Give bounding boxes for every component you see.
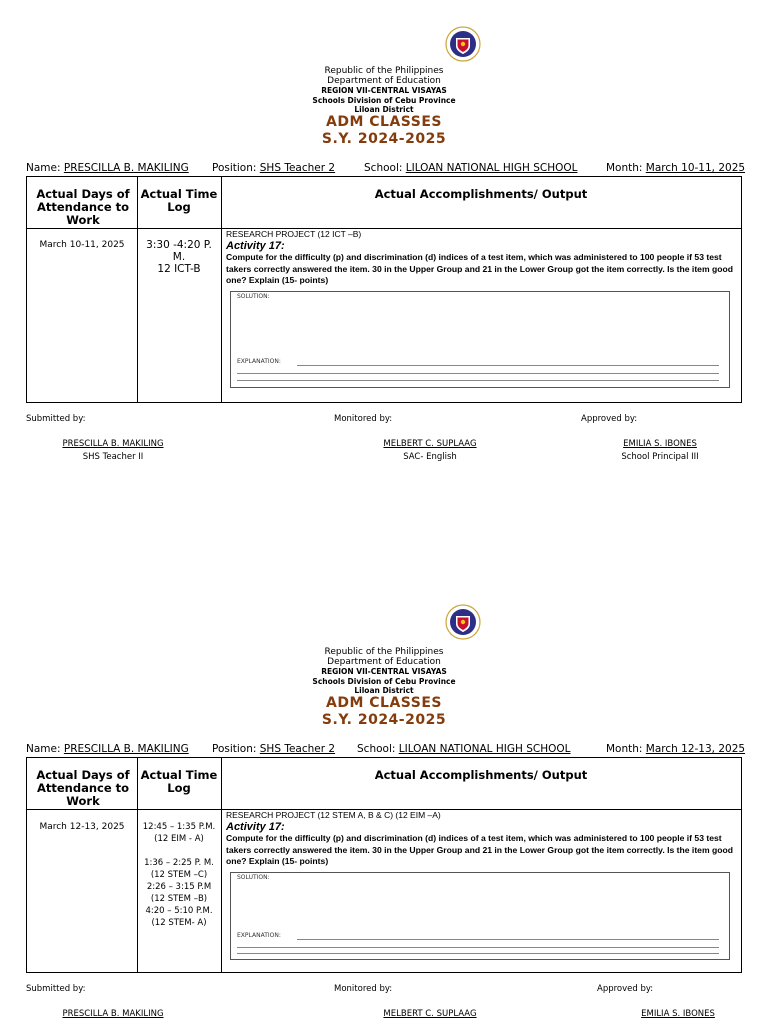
school-value: LILOAN NATIONAL HIGH SCHOOL [398, 743, 571, 755]
region-line: REGION VII-CENTRAL VISAYAS [321, 86, 447, 95]
school-label: School: [357, 743, 396, 755]
submitted-name: PRESCILLA B. MAKILING [62, 1009, 164, 1019]
col-accomplishment-header: Actual Accomplishments/ Output [374, 187, 588, 201]
explanation-label: EXPLANATION: [237, 358, 281, 365]
submitted-signatory [40, 1008, 186, 1021]
accomplishment-table [26, 176, 742, 403]
monitored-name: MELBERT C. SUPLAAG [383, 439, 477, 449]
deped-seal-icon [441, 604, 485, 640]
submitted-title: SHS Teacher II [82, 452, 144, 462]
division-line: Schools Division of Cebu Province [312, 677, 456, 686]
time-log-line: 2:26 – 3:15 P.M [146, 882, 212, 892]
department-line: Department of Education [327, 76, 441, 86]
approved-signatory [616, 1008, 740, 1021]
position-label: Position: [212, 743, 257, 755]
activity-question: Compute for the difficulty (p) and discrimination (d) indices of a test item, which was administered to 100 people if 53 test takers correctly answered the item. 30 in the Upper Group and 21 in the Lower Group got the item correctly. Is the item good one? Explain (15- points) [226, 252, 733, 285]
school-year: S.Y. 2024-2025 [321, 131, 447, 147]
position-value: SHS Teacher 2 [259, 162, 336, 174]
month-label: Month: [606, 743, 643, 755]
monitored-by-label: Monitored by: [334, 984, 393, 994]
col-days-header: Actual Days of Attendance to Work [36, 187, 130, 227]
col-time-header: Actual Time Log [140, 187, 218, 214]
time-log-line: 12:45 – 1:35 P.M. [142, 822, 216, 832]
col-days-header: Actual Days of Attendance to Work [36, 768, 130, 808]
month-value: March 12-13, 2025 [645, 743, 746, 755]
letterhead [0, 647, 768, 729]
project-title: RESEARCH PROJECT (12 ICT –B) [226, 229, 362, 239]
time-log-line: (12 STEM –C) [150, 870, 208, 880]
approved-by-label: Approved by: [597, 984, 654, 994]
district-line: Liloan District [354, 105, 414, 114]
time-log-line: (12 EIM - A) [154, 834, 204, 844]
approved-name: EMILIA S. IBONES [623, 439, 697, 449]
republic-line: Republic of the Philippines [324, 647, 444, 657]
time-log-line [139, 845, 219, 857]
attendance-date: March 12-13, 2025 [39, 822, 125, 832]
submitted-signatory [40, 438, 186, 464]
region-line: REGION VII-CENTRAL VISAYAS [321, 667, 447, 676]
page-title: ADM CLASSES [326, 114, 442, 130]
approved-signatory [598, 438, 722, 464]
time-log-line: (12 STEM- A) [151, 918, 207, 928]
month-value: March 10-11, 2025 [645, 162, 746, 174]
approved-name: EMILIA S. IBONES [641, 1009, 715, 1019]
activity-question: Compute for the difficulty (p) and discrimination (d) indices of a test item, which was administered to 100 people if 53 test takers correctly answered the item. 30 in the Upper Group and 21 in the Lower Group got the item correctly. Is the item good one? Explain (15- points) [226, 833, 733, 866]
submitted-by-label: Submitted by: [26, 414, 86, 424]
time-log-line: 3:30 -4:20 P. [146, 239, 212, 251]
time-log [139, 239, 219, 275]
time-log-line: 4:20 – 5:10 P.M. [145, 906, 213, 916]
accomplishment-table [26, 757, 742, 973]
solution-label: SOLUTION: [237, 874, 270, 881]
project-title: RESEARCH PROJECT (12 STEM A, B & C) (12 EIM –A) [226, 810, 441, 820]
explanation-label: EXPLANATION: [237, 932, 281, 939]
school-year: S.Y. 2024-2025 [321, 712, 447, 728]
attendance-date: March 10-11, 2025 [39, 240, 125, 250]
position-label: Position: [212, 162, 257, 174]
submitted-by-label: Submitted by: [26, 984, 86, 994]
school-label: School: [364, 162, 403, 174]
monitored-title: SAC- English [403, 452, 457, 462]
time-log-line: 1:36 – 2:25 P. M. [144, 858, 214, 868]
time-log [139, 821, 219, 929]
name-value: PRESCILLA B. MAKILING [63, 743, 189, 755]
col-accomplishment-header: Actual Accomplishments/ Output [374, 768, 588, 782]
monitored-by-label: Monitored by: [334, 414, 393, 424]
time-log-line: M. [172, 251, 186, 263]
district-line: Liloan District [354, 686, 414, 695]
solution-label: SOLUTION: [237, 293, 270, 300]
republic-line: Republic of the Philippines [324, 66, 444, 76]
submitted-name: PRESCILLA B. MAKILING [62, 439, 164, 449]
answer-box [230, 872, 730, 960]
accomplishment-output [226, 810, 738, 868]
approved-by-label: Approved by: [581, 414, 638, 424]
time-log-line: (12 STEM –B) [150, 894, 208, 904]
accomplishment-output [226, 229, 738, 287]
division-line: Schools Division of Cebu Province [312, 96, 456, 105]
time-log-line: 12 ICT-B [157, 263, 201, 275]
letterhead [0, 66, 768, 148]
activity-title: Activity 17: [226, 240, 285, 252]
department-line: Department of Education [327, 657, 441, 667]
monitored-name: MELBERT C. SUPLAAG [383, 1009, 477, 1019]
month-label: Month: [606, 162, 643, 174]
col-time-header: Actual Time Log [140, 768, 218, 795]
deped-seal-icon [441, 26, 485, 62]
name-label: Name: [26, 743, 61, 755]
name-label: Name: [26, 162, 61, 174]
school-value: LILOAN NATIONAL HIGH SCHOOL [405, 162, 578, 174]
monitored-signatory [350, 1008, 510, 1021]
approved-title: School Principal III [621, 452, 699, 462]
activity-title: Activity 17: [226, 821, 285, 833]
monitored-signatory [350, 438, 510, 464]
name-value: PRESCILLA B. MAKILING [63, 162, 189, 174]
answer-box [230, 291, 730, 388]
page-title: ADM CLASSES [326, 695, 442, 711]
position-value: SHS Teacher 2 [259, 743, 336, 755]
